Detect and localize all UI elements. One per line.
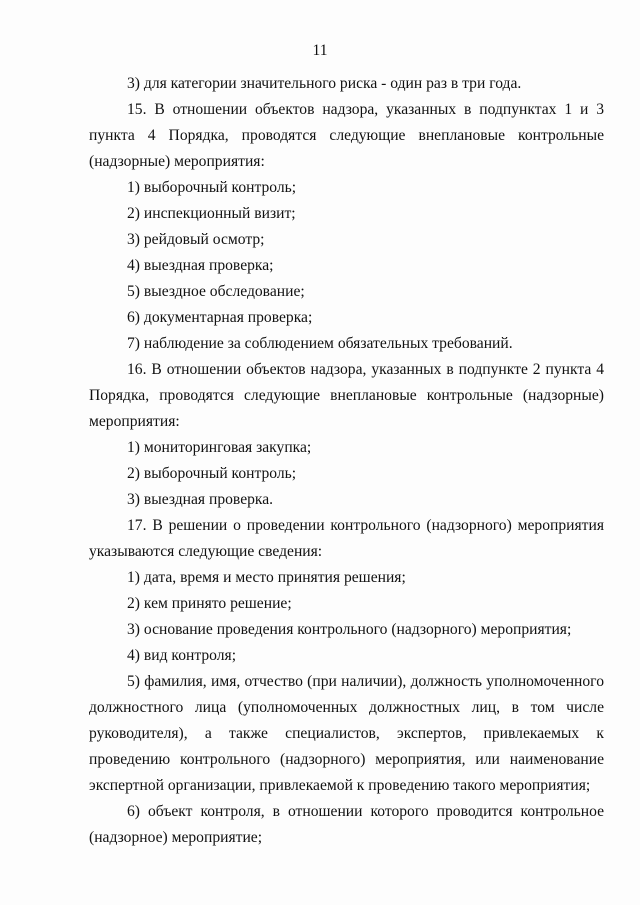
- list-item: 1) мониторинговая закупка;: [127, 439, 312, 456]
- paragraph-17-item-6: 6) объект контроля, в отношении которого проводится контрольное (надзорное) мероприятие;: [89, 803, 604, 846]
- paragraph-17-item-5: 5) фамилия, имя, отчество (при наличии), должность уполномоченного должностного лица (уполномоченных должностных лиц, в том числе руководителя), а также специалистов, экспертов, привлекаемых к проведению контрольного (надзорного) мероприятия, или наименование экспертной организации, привлекаемой к проведению такого мероприятия;: [89, 673, 604, 794]
- paragraph-15: 15. В отношении объектов надзора, указанных в подпунктах 1 и 3 пункта 4 Порядка, проводятся следующие внеплановые контрольные (надзорные) мероприятия:: [89, 101, 604, 170]
- list-item: 3) выездная проверка.: [127, 491, 274, 508]
- list-item: 7) наблюдение за соблюдением обязательных требований.: [127, 335, 513, 352]
- list-item: 4) выездная проверка;: [127, 257, 274, 274]
- list-item: 2) кем принято решение;: [127, 595, 292, 612]
- paragraph-17: 17. В решении о проведении контрольного (надзорного) мероприятия указываются следующие сведения:: [89, 517, 604, 560]
- page-number: 11: [312, 42, 328, 59]
- list-item: 3) для категории значительного риска - один раз в три года.: [127, 75, 522, 92]
- list-item: 4) вид контроля;: [127, 647, 237, 664]
- list-item: 2) выборочный контроль;: [127, 465, 297, 482]
- list-item: 5) выездное обследование;: [127, 283, 305, 300]
- list-item: 3) рейдовый осмотр;: [127, 231, 265, 248]
- paragraph-16: 16. В отношении объектов надзора, указанных в подпункте 2 пункта 4 Порядка, проводятся следующие внеплановые контрольные (надзорные) мероприятия:: [89, 361, 604, 430]
- list-item: 6) документарная проверка;: [127, 309, 313, 326]
- list-item: 1) дата, время и место принятия решения;: [127, 569, 406, 586]
- list-item: 1) выборочный контроль;: [127, 179, 297, 196]
- list-item: 3) основание проведения контрольного (надзорного) мероприятия;: [127, 621, 572, 638]
- list-item: 2) инспекционный визит;: [127, 205, 296, 222]
